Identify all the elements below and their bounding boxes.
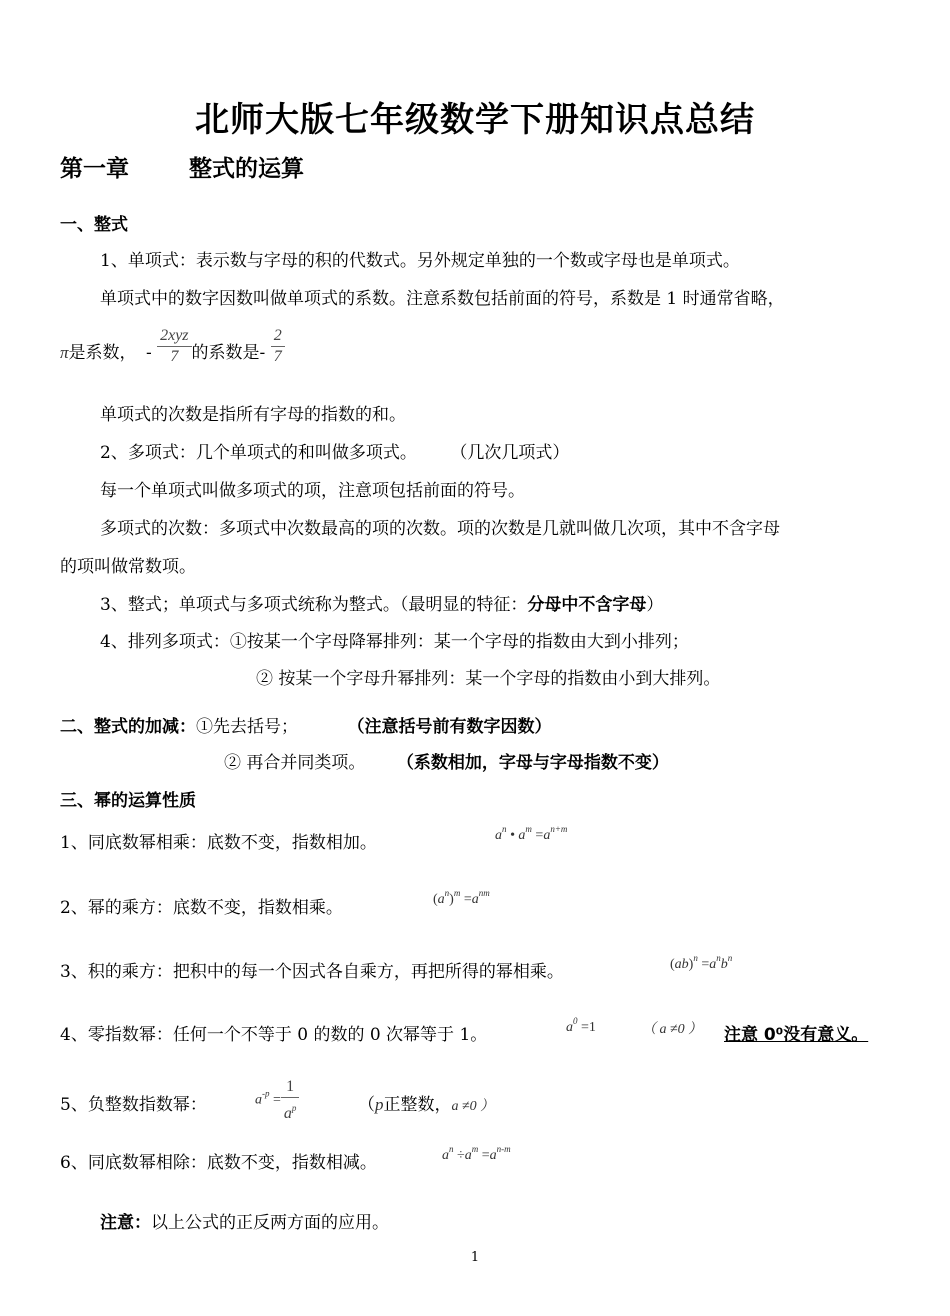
rule-4-note: 注意 0⁰没有意义。 [724,1025,869,1045]
s1-line-3-b: 的系数是 [191,343,260,363]
s1-line-2: 单项式中的数字因数叫做单项式的系数。注意系数包括前面的符号，系数是 1 时通常省略， [100,289,785,309]
s1-line-4: 单项式的次数是指所有字母的指数的和。 [100,405,406,425]
s1-line-1: 1、单项式：表示数与字母的积的代数式。另外规定单独的一个数或字母也是单项式。 [100,251,740,271]
rule-3-text: 3、积的乘方：把积中的每一个因式各自乘方，再把所得的幂相乘。 [60,962,564,982]
s1-line-8: 的项叫做常数项。 [60,557,196,577]
rule-5-cond-a: a ≠0 ） [451,1099,495,1114]
s1-line-9 [100,590,663,615]
rule-2-text: 2、幂的乘方：底数不变，指数相乘。 [60,898,343,918]
s1-line-5-note: （几次几项式） [458,443,570,463]
s1-line-9-text: 3、整式；单项式与多项式统称为整式。（最明显的特征： [100,595,528,615]
formula-negative-exponent: $a^{-p}$ = $\frac{1}{a^p}$ [255,1077,299,1124]
rule-5-condition [358,1090,494,1115]
section-heading-2: 二、整式的加减： [60,717,196,737]
minus-sign-1: - [145,343,152,363]
fraction-2-over-7 [271,326,285,367]
rule-1-text: 1、同底数幂相乘：底数不变，指数相加。 [60,833,377,853]
formula-product-power: $(ab)^n =a^nb^n$ [670,953,733,972]
s1-line-3 [60,327,285,367]
s2-line-1 [60,712,552,737]
chapter-label: 第一章 [60,156,129,182]
rule-5-cond-open: （ [358,1095,375,1115]
rule-5-cond-p: p [375,1095,384,1114]
fraction-1-denominator: 7 [170,348,179,365]
formula-product-rule: $a^n$ • $a^m =a^{n+m}$ [495,824,568,843]
s2-line-2-note: （系数相加，字母与字母指数不变） [405,753,669,773]
rule-5-text: 5、负整数指数幂： [60,1095,207,1115]
rule-6-text: 6、同底数幂相除：底数不变，指数相减。 [60,1153,377,1173]
fraction-2-numerator: 2 [271,326,285,347]
s1-line-7: 多项式的次数：多项式中次数最高的项的次数。项的次数是几就叫做几次项，其中不含字母 [100,519,780,539]
minus-sign-2: - [259,343,266,363]
s1-line-5-text: 2、多项式：几个单项式的和叫做多项式。 [100,443,417,463]
s1-line-3-a: 是系数， [68,343,137,363]
note-label: 注意： [100,1213,151,1233]
rule-4-text: 4、零指数幂：任何一个不等于 0 的数的 0 次幂等于 1。 [60,1025,488,1045]
formula-zero-exponent: $a^0 =1$ [566,1016,596,1035]
pi-symbol: π [60,343,69,362]
section-heading-3: 三、幂的运算性质 [60,791,196,811]
rule-5-cond-text: 正整数， [383,1095,452,1115]
note-text: 以上公式的正反两方面的应用。 [151,1213,389,1233]
document-title: 北师大版七年级数学下册知识点总结 [195,100,755,140]
s2-line-2 [224,748,669,773]
chapter-name: 整式的运算 [189,156,304,182]
s2-line-1-text: ①先去括号； [196,717,298,737]
page-number: 1 [470,1250,480,1265]
formula-quotient-rule: $a^n \div a^m =a^{n-m}$ [442,1144,511,1163]
s1-line-5 [100,438,569,463]
fraction-1-over-a-p: $\frac{1}{a^p}$ [281,1077,300,1124]
note-line [100,1208,389,1233]
s2-line-1-note: （注意括号前有数字因数） [356,717,552,737]
fraction-1-numerator: 2xyz [157,326,191,347]
chapter-heading [60,150,304,183]
formula-power-rule: $(a^n)^m =a^{nm}$ [433,888,490,907]
s1-line-9-end: ） [646,595,664,615]
rule-4-condition: （ a ≠0 ） [642,1022,703,1037]
s1-line-9-bold: 分母中不含字母 [527,595,647,615]
section-heading-1: 一、整式 [60,215,128,235]
fraction-2-denominator: 7 [273,348,282,365]
s1-line-10: 4、排列多项式：①按某一个字母降幂排列：某一个字母的指数由大到小排列； [100,632,689,652]
s2-line-2-text: ② 再合并同类项。 [224,753,366,773]
s1-line-11: ② 按某一个字母升幂排列：某一个字母的指数由小到大排列。 [256,669,721,689]
s1-line-6: 每一个单项式叫做多项式的项，注意项包括前面的符号。 [100,481,525,501]
fraction-2xyz-over-7 [157,326,191,367]
